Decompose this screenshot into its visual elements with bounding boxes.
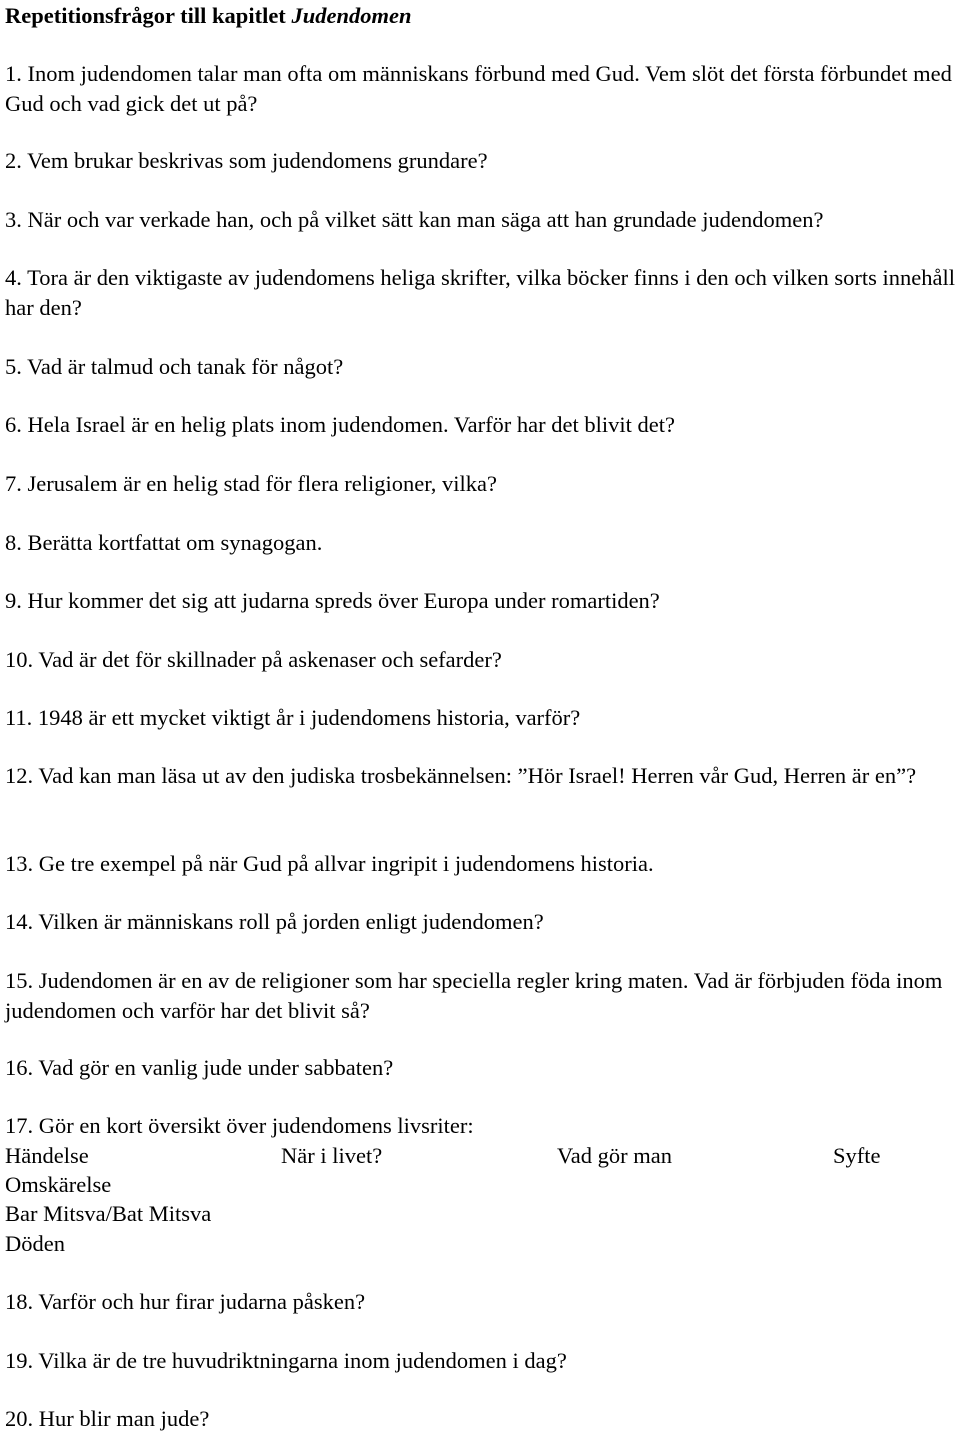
title-chapter: Judendomen (291, 3, 412, 28)
question-7 (5, 469, 955, 499)
question-number: 13. (5, 851, 34, 876)
question-number: 14. (5, 909, 34, 934)
question-text: Vilken är människans roll på jorden enligt judendomen? (38, 909, 544, 934)
question-number: 4. (5, 265, 22, 290)
question-8 (5, 528, 955, 558)
document-title (5, 1, 411, 31)
question-17 (5, 1111, 955, 1141)
title-prefix: Repetitionsfrågor till kapitlet (5, 3, 286, 28)
question-9 (5, 586, 955, 616)
question-12 (5, 761, 955, 791)
question-number: 16. (5, 1055, 34, 1080)
question-text: Jerusalem är en helig stad för flera religioner, vilka? (27, 471, 498, 496)
rites-table-row (5, 1229, 955, 1259)
question-number: 20. (5, 1406, 34, 1431)
question-text: Hur blir man jude? (38, 1406, 210, 1431)
question-5 (5, 352, 955, 382)
question-number: 19. (5, 1348, 34, 1373)
question-text: Gör en kort översikt över judendomens livsriter: (38, 1113, 474, 1138)
question-text: Berätta kortfattat om synagogan. (27, 530, 323, 555)
rites-table-header (5, 1141, 955, 1171)
question-number: 9. (5, 588, 22, 613)
question-number: 3. (5, 207, 22, 232)
rites-row-label: Omskärelse (5, 1172, 112, 1197)
question-1 (5, 59, 955, 118)
question-text: Vad är talmud och tanak för något? (27, 354, 344, 379)
question-text: Ge tre exempel på när Gud på allvar ingripit i judendomens historia. (38, 851, 654, 876)
question-number: 6. (5, 412, 22, 437)
question-18 (5, 1287, 955, 1317)
rites-row-label: Bar Mitsva/Bat Mitsva (5, 1201, 212, 1226)
question-number: 11. (5, 705, 33, 730)
question-text: Vilka är de tre huvudriktningarna inom judendomen i dag? (38, 1348, 567, 1373)
question-3 (5, 205, 955, 235)
question-number: 7. (5, 471, 22, 496)
question-4 (5, 263, 955, 322)
question-11 (5, 703, 955, 733)
question-text: Vem brukar beskrivas som judendomens grundare? (27, 148, 488, 173)
question-14 (5, 907, 955, 937)
question-text: Vad kan man läsa ut av den judiska trosbekännelsen: ”Hör Israel! Herren vår Gud, Herren är en”? (38, 763, 917, 788)
question-number: 15. (5, 968, 34, 993)
question-19 (5, 1346, 955, 1376)
question-number: 17. (5, 1113, 34, 1138)
question-13 (5, 849, 955, 879)
question-number: 10. (5, 647, 34, 672)
question-text: Tora är den viktigaste av judendomens heliga skrifter, vilka böcker finns i den och vilken sorts innehåll har den? (5, 265, 955, 320)
question-text: När och var verkade han, och på vilket sätt kan man säga att han grundade judendomen? (27, 207, 824, 232)
question-number: 18. (5, 1289, 34, 1314)
rites-header-what: Vad gör man (557, 1143, 672, 1168)
question-number: 12. (5, 763, 34, 788)
question-number: 5. (5, 354, 22, 379)
question-16 (5, 1053, 955, 1083)
question-2 (5, 146, 955, 176)
question-20 (5, 1404, 955, 1434)
question-text: Inom judendomen talar man ofta om människans förbund med Gud. Vem slöt det första förbundet med Gud och vad gick det ut på? (5, 61, 952, 116)
question-15 (5, 966, 955, 1025)
rites-row-label: Döden (5, 1231, 65, 1256)
question-text: Judendomen är en av de religioner som har speciella regler kring maten. Vad är förbjuden föda inom judendomen och varför har det blivit så? (5, 968, 943, 1023)
rites-header-event: Händelse (5, 1143, 89, 1168)
rites-table-row (5, 1170, 955, 1200)
question-6 (5, 410, 955, 440)
rites-header-purpose: Syfte (833, 1143, 881, 1168)
rites-header-when: När i livet? (281, 1143, 383, 1168)
question-text: Vad gör en vanlig jude under sabbaten? (38, 1055, 394, 1080)
rites-table-row (5, 1199, 955, 1229)
question-text: Hela Israel är en helig plats inom judendomen. Varför har det blivit det? (27, 412, 676, 437)
question-10 (5, 645, 955, 675)
question-text: 1948 är ett mycket viktigt år i judendomens historia, varför? (37, 705, 581, 730)
question-number: 2. (5, 148, 22, 173)
question-text: Varför och hur firar judarna påsken? (38, 1289, 366, 1314)
question-text: Vad är det för skillnader på askenaser och sefarder? (38, 647, 502, 672)
question-number: 8. (5, 530, 22, 555)
question-number: 1. (5, 61, 22, 86)
question-text: Hur kommer det sig att judarna spreds över Europa under romartiden? (27, 588, 660, 613)
